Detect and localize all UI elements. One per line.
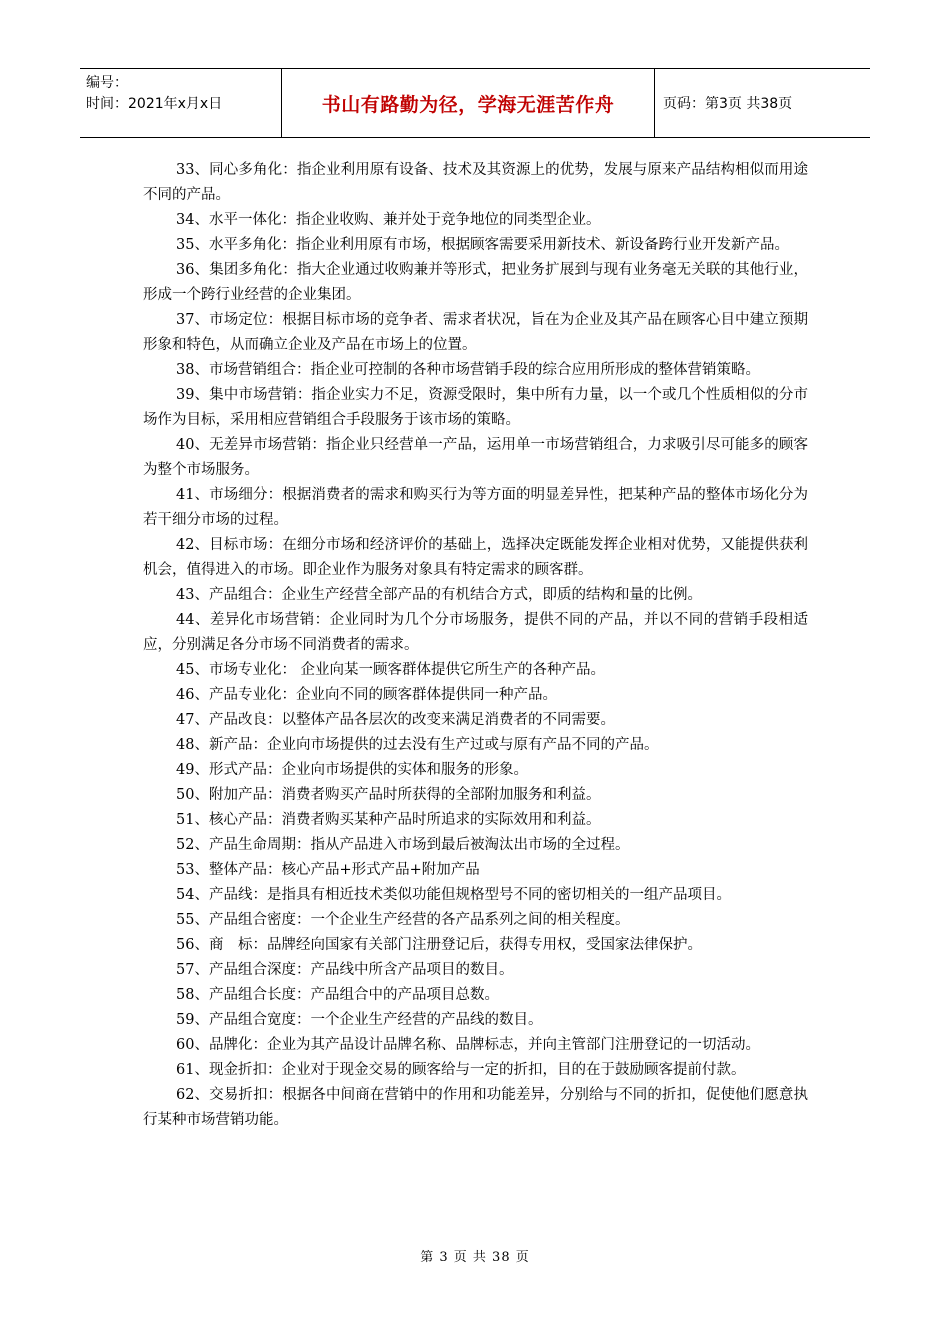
page-header <box>80 68 870 138</box>
paragraph: 61、现金折扣：企业对于现金交易的顾客给与一定的折扣，目的在于鼓励顾客提前付款。 <box>176 1062 746 1078</box>
paragraph: 51、核心产品：消费者购买某种产品时所追求的实际效用和利益。 <box>176 812 601 828</box>
document-number-label: 编号： <box>86 75 128 91</box>
paragraph: 35、水平多角化：指企业利用原有市场，根据顾客需要采用新技术、新设备跨行业开发新产品。 <box>176 237 789 253</box>
paragraph: 45、市场专业化： 企业向某一顾客群体提供它所生产的各种产品。 <box>176 662 606 678</box>
paragraph: 60、品牌化：企业为其产品设计品牌名称、品牌标志，并向主管部门注册登记的一切活动。 <box>176 1037 760 1053</box>
paragraph: 47、产品改良：以整体产品各层次的改变来满足消费者的不同需要。 <box>176 712 615 728</box>
paragraph: 40、无差异市场营销：指企业只经营单一产品，运用单一市场营销组合，力求吸引尽可能多的顾客为整个市场服务。 <box>143 437 808 478</box>
paragraph: 56、商 标：品牌经向国家有关部门注册登记后，获得专用权，受国家法律保护。 <box>176 937 702 953</box>
header-page-info: 页码：第3页 共38页 <box>663 96 793 112</box>
paragraph: 36、集团多角化：指大企业通过收购兼并等形式，把业务扩展到与现有业务毫无关联的其他行业，形成一个跨行业经营的企业集团。 <box>143 262 808 303</box>
paragraph: 50、附加产品：消费者购买产品时所获得的全部附加服务和利益。 <box>176 787 601 803</box>
paragraph: 43、产品组合：企业生产经营全部产品的有机结合方式，即质的结构和量的比例。 <box>176 587 702 603</box>
paragraph: 42、目标市场：在细分市场和经济评价的基础上，选择决定既能发挥企业相对优势，又能提供获利机会，值得进入的市场。即企业作为服务对象具有特定需求的顾客群。 <box>143 537 808 578</box>
paragraph: 44、差异化市场营销：企业同时为几个分市场服务，提供不同的产品，并以不同的营销手段相适应，分别满足各分市场不同消费者的需求。 <box>143 612 808 653</box>
paragraph: 58、产品组合长度：产品组合中的产品项目总数。 <box>176 987 499 1003</box>
paragraph: 38、市场营销组合：指企业可控制的各种市场营销手段的综合应用所形成的整体营销策略。 <box>176 362 760 378</box>
paragraph: 55、产品组合密度：一个企业生产经营的各产品系列之间的相关程度。 <box>176 912 630 928</box>
paragraph: 39、集中市场营销：指企业实力不足，资源受限时，集中所有力量，以一个或几个性质相似的分市场作为目标，采用相应营销组合手段服务于该市场的策略。 <box>143 387 808 428</box>
paragraph: 52、产品生命周期：指从产品进入市场到最后被淘汰出市场的全过程。 <box>176 837 630 853</box>
paragraph: 49、形式产品：企业向市场提供的实体和服务的形象。 <box>176 762 528 778</box>
paragraph: 41、市场细分：根据消费者的需求和购买行为等方面的明显差异性，把某种产品的整体市场化分为若干细分市场的过程。 <box>143 487 808 528</box>
paragraph: 48、新产品：企业向市场提供的过去没有生产过或与原有产品不同的产品。 <box>176 737 659 753</box>
header-meta <box>80 69 282 137</box>
paragraph: 59、产品组合宽度：一个企业生产经营的产品线的数目。 <box>176 1012 543 1028</box>
page-footer: 第 3 页 共 38 页 <box>420 1250 530 1265</box>
document-body <box>143 158 808 1133</box>
paragraph: 57、产品组合深度：产品线中所含产品项目的数目。 <box>176 962 514 978</box>
paragraph: 46、产品专业化：企业向不同的顾客群体提供同一种产品。 <box>176 687 557 703</box>
paragraph: 33、同心多角化：指企业利用原有设备、技术及其资源上的优势，发展与原来产品结构相似而用途不同的产品。 <box>143 162 808 203</box>
header-motto: 书山有路勤为径，学海无涯苦作舟 <box>282 69 655 137</box>
document-date: 时间：2021年x月x日 <box>86 96 223 112</box>
paragraph: 62、交易折扣：根据各中间商在营销中的作用和功能差异，分别给与不同的折扣，促使他们愿意执行某种市场营销功能。 <box>143 1087 808 1128</box>
paragraph: 54、产品线：是指具有相近技术类似功能但规格型号不同的密切相关的一组产品项目。 <box>176 887 731 903</box>
paragraph: 34、水平一体化：指企业收购、兼并处于竞争地位的同类型企业。 <box>176 212 601 228</box>
paragraph: 37、市场定位：根据目标市场的竞争者、需求者状况，旨在为企业及其产品在顾客心目中建立预期形象和特色，从而确立企业及产品在市场上的位置。 <box>143 312 808 353</box>
paragraph: 53、整体产品：核心产品+形式产品+附加产品 <box>176 862 480 878</box>
